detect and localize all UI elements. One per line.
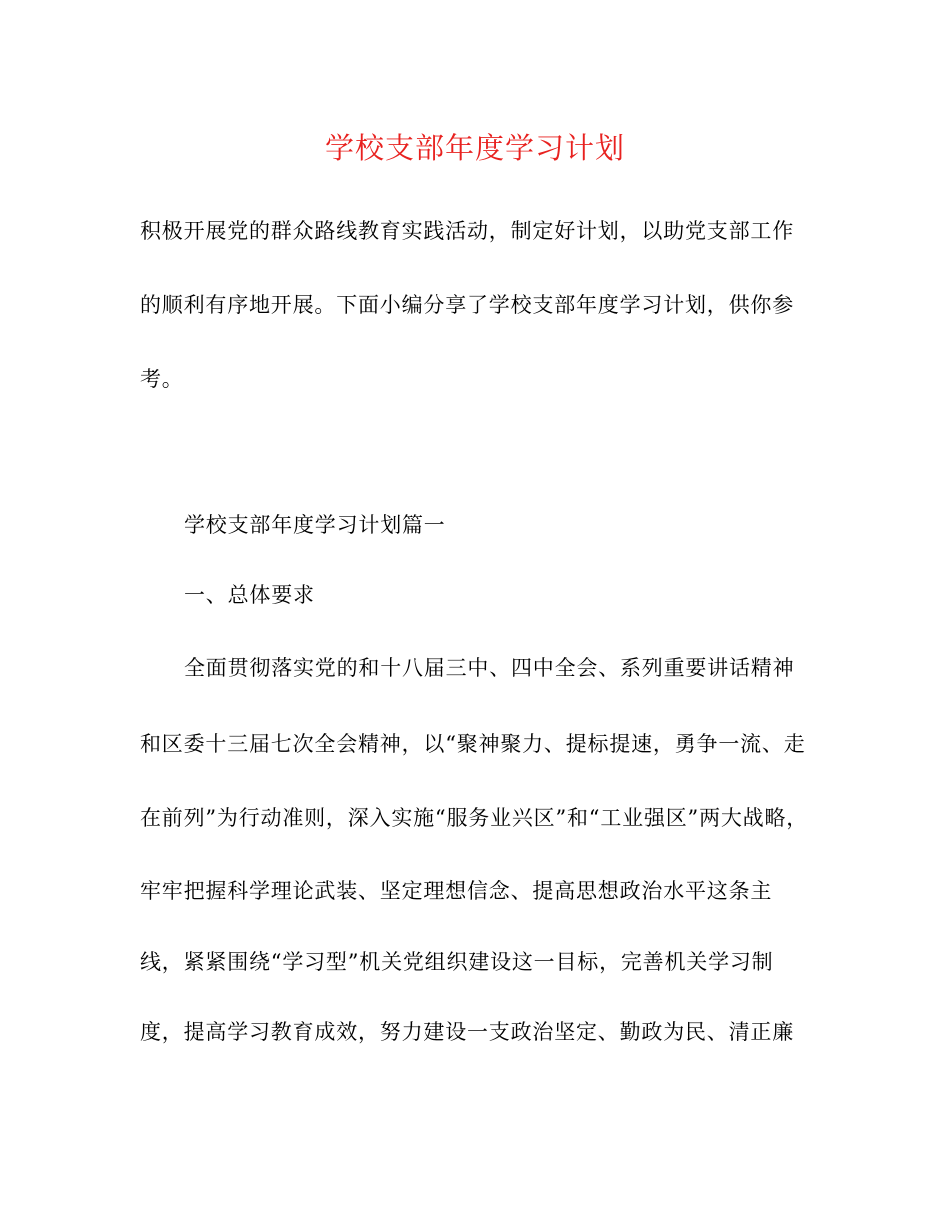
body-line-1: 全面贯彻落实党的和十八届三中、四中全会、系列重要讲话精神 — [184, 656, 795, 680]
body-line-4: 牢牢把握科学理论武装、坚定理想信念、提高思想政治水平这条主 — [140, 879, 773, 903]
section-heading: 学校支部年度学习计划篇一 — [184, 513, 446, 537]
intro-line-1: 积极开展党的群众路线教育实践活动，制定好计划，以助党支部工作 — [140, 219, 794, 243]
body-line-2: 和区委十三届七次全会精神，以“聚神聚力、提标提速，勇争一流、走 — [140, 732, 806, 756]
intro-line-2: 的顺利有序地开展。下面小编分享了学校支部年度学习计划，供你参 — [140, 293, 794, 317]
body-line-5: 线，紧紧围绕“学习型”机关党组织建设这一目标，完善机关学习制 — [140, 950, 774, 974]
body-line-3: 在前列”为行动准则，深入实施“服务业兴区”和“工业强区”两大战略， — [140, 806, 809, 830]
document-title: 学校支部年度学习计划 — [324, 131, 625, 165]
body-line-6: 度，提高学习教育成效，努力建设一支政治坚定、勤政为民、清正廉 — [140, 1020, 794, 1044]
intro-line-3: 考。 — [140, 367, 184, 391]
subheading: 一、总体要求 — [184, 583, 315, 607]
